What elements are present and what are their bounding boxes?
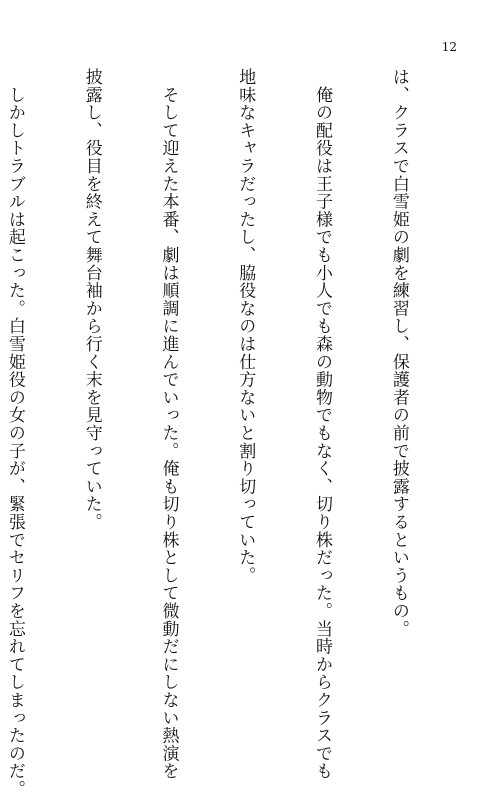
page-number: 12: [441, 40, 457, 54]
text-line: 披露し、役目を終えて舞台袖から行く末を見守っていた。: [81, 68, 102, 531]
text-line: しかしトラブルは起こった。白雪姫役の女の子が、緊張でセリフを忘れてしまったのだ。: [4, 68, 25, 798]
text-line: 俺の配役は王子様でも小人でも森の動物でもなく、切り株だった。当時からクラスでも: [312, 68, 333, 780]
text-line: そして迎えた本番、劇は順調に進んでいった。俺も切り株として微動だにしない熱演を: [158, 68, 179, 780]
body-text: [0, 68, 462, 798]
text-line: 地味なキャラだったし、脇役なのは仕方ないと割り切っていた。: [235, 68, 256, 585]
text-line: は、クラスで白雪姫の劇を練習し、保護者の前で披露するというもの。: [388, 68, 409, 638]
